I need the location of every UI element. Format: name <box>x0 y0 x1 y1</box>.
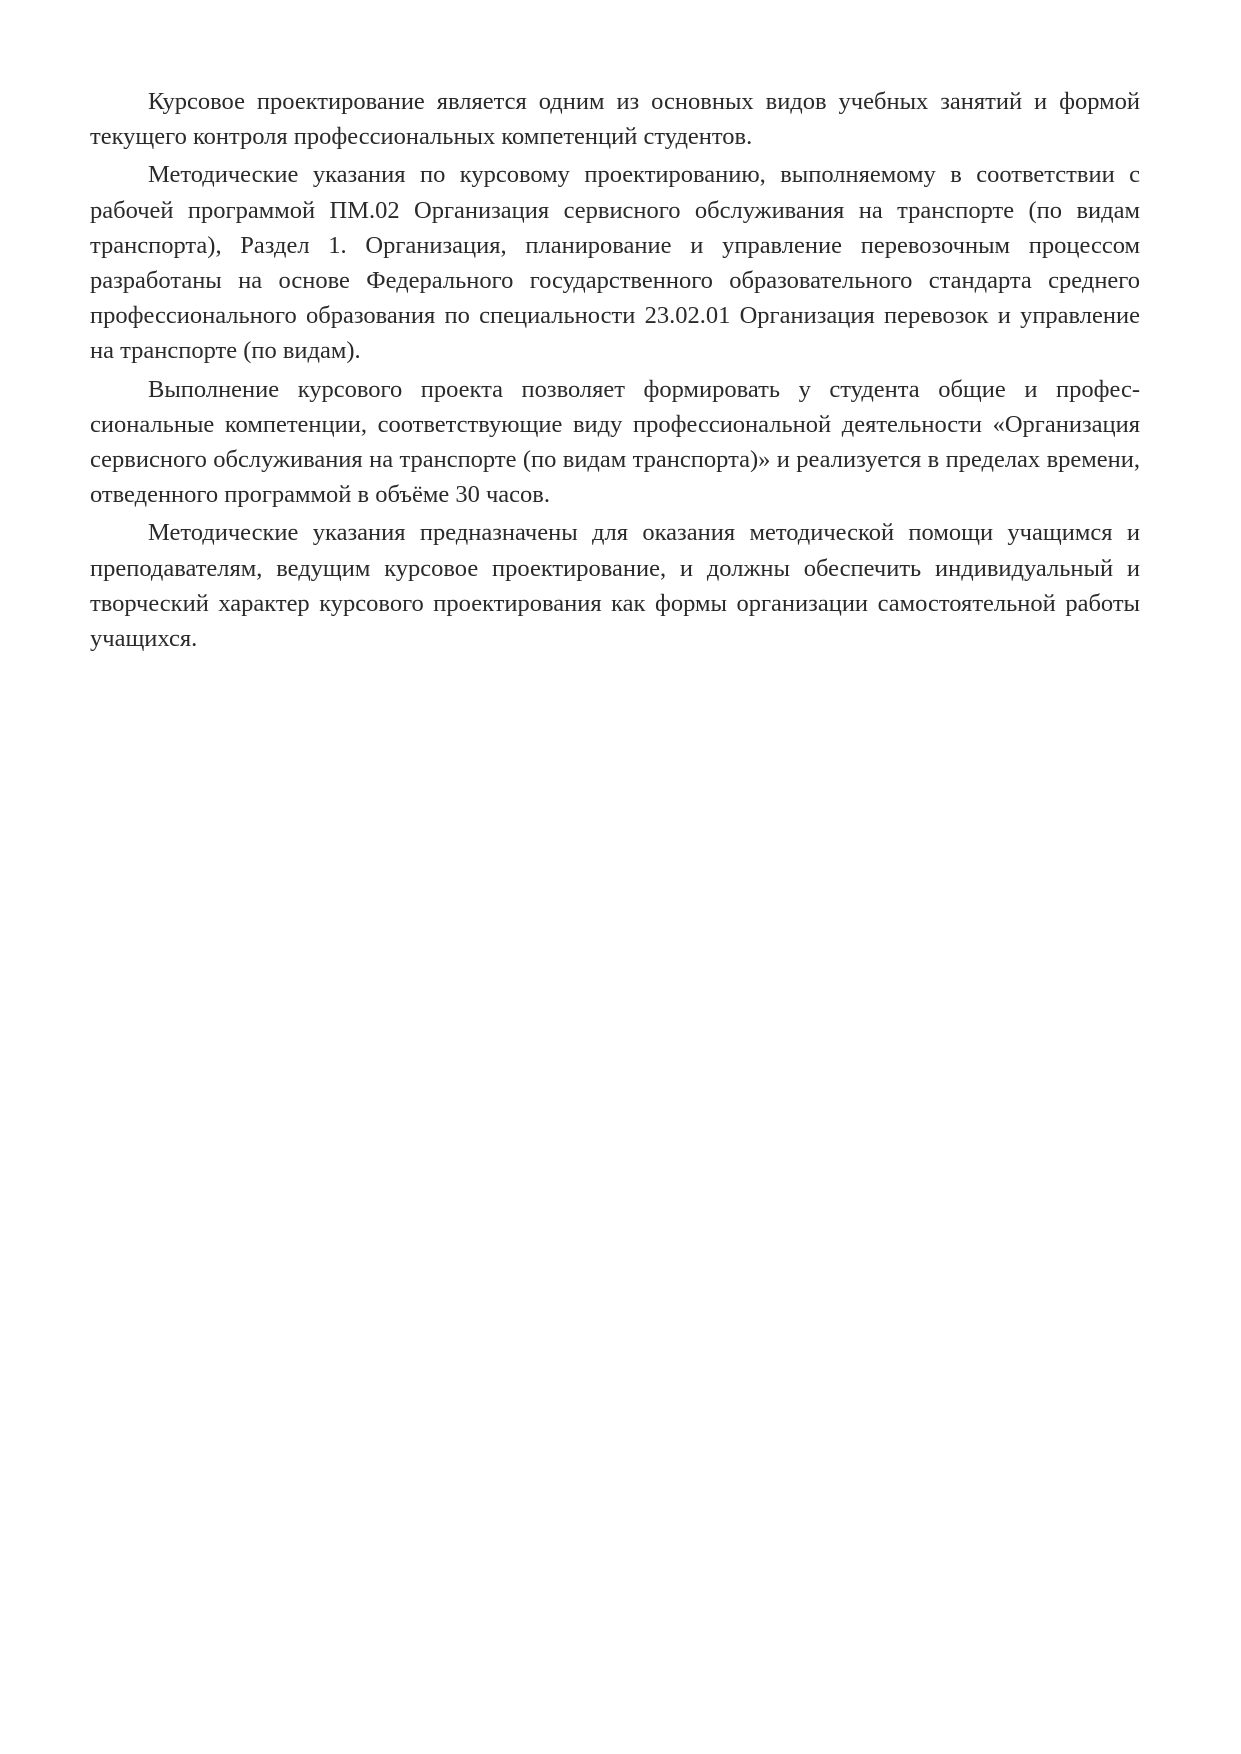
body-text <box>90 84 1140 659</box>
paragraph-1: Курсовое проектирование является одним из основных видов учебных занятий и формой текущего контроля профессиональных компетенций студентов. <box>90 88 1140 151</box>
paragraph-2: Методические указания по курсовому проектированию, выполняемому в соответствии с рабочей программой ПМ.02 Организация сервисного обслуживания на транспорте (по видам транспорта), Раздел 1. Организация, планирование и управление перевозочным процессом разработаны на основе Федерального государственного образовательного стандарта среднего профессионального образования по специальности 23.02.01 Организация перевозок и управление на транспорте (по видам). <box>90 161 1140 365</box>
paragraph-3: Выполнение курсового проекта позволяет формировать у студента общие и профессиональные компетенции, соответствующие виду профессиональной деятельности «Организация сервисного обслуживания на транспорте (по видам транспорта)» и реализуется в пределах времени, отведенного программой в объёме 30 часов. <box>90 375 1140 509</box>
paragraph-4: Методические указания предназначены для оказания методической помощи учащимся и преподавателям, ведущим курсовое проектирование, и должны обеспечить индивидуальный и творческий характер курсового проектирования как формы организации самостоятельной работы учащихся. <box>90 519 1140 653</box>
